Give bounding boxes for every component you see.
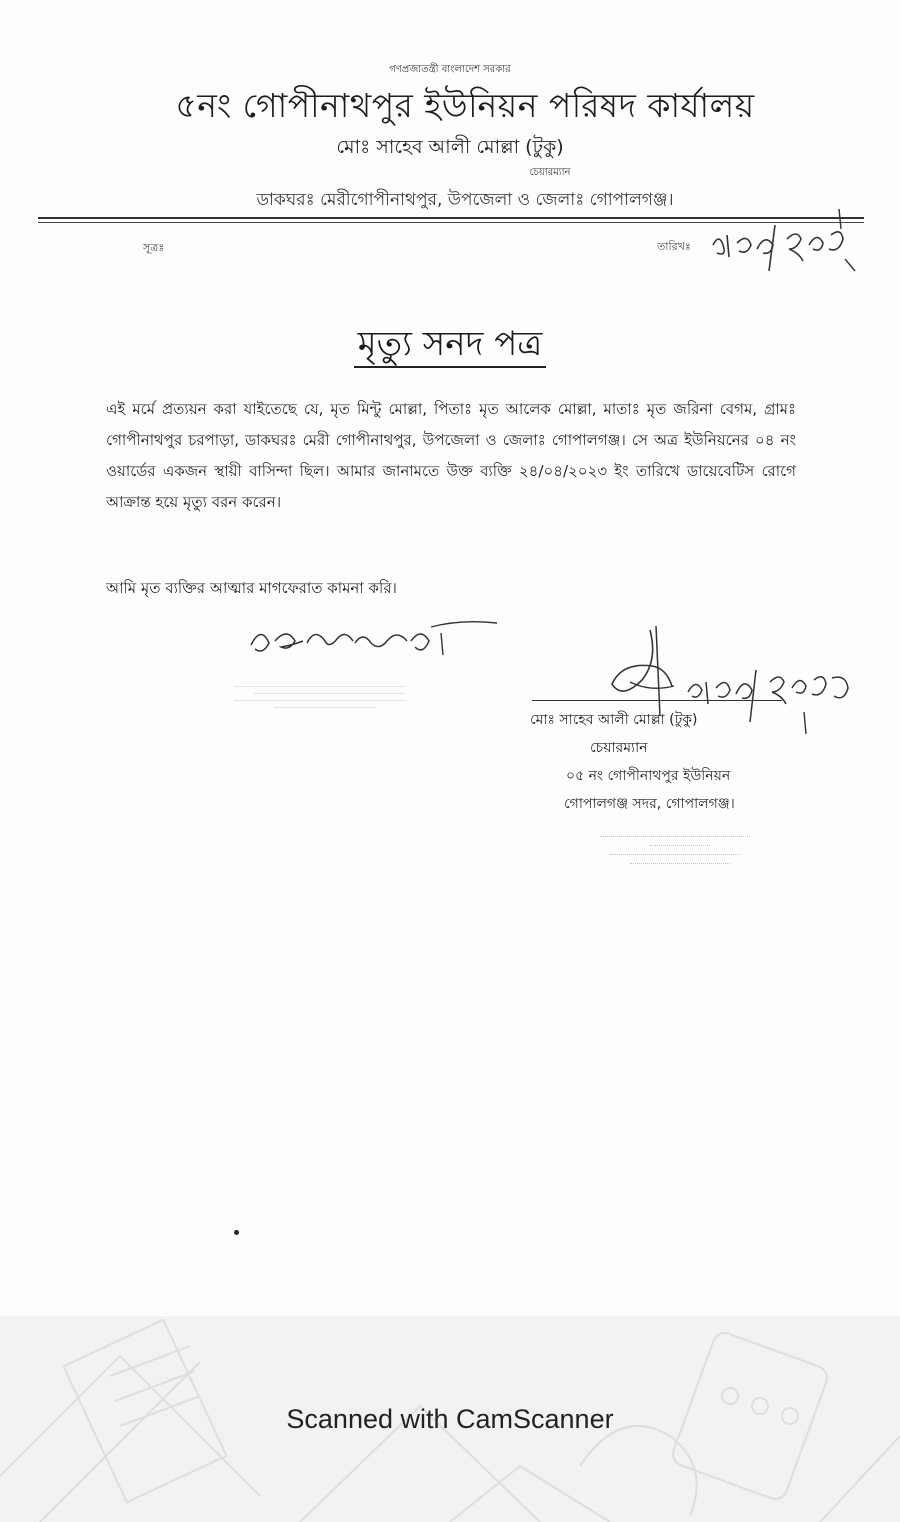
chairman-name: মোঃ সাহেব আলী মোল্লা (টুকু) <box>336 136 564 158</box>
signature-block <box>530 706 790 818</box>
signatory-title: চেয়ারম্যান <box>590 740 648 756</box>
signatory-district: গোপালগঞ্জ সদর, গোপালগঞ্জ। <box>564 796 735 812</box>
camscanner-label: Scanned with CamScanner <box>286 1404 614 1434</box>
signatory-union: ০৫ নং গোপীনাথপুর ইউনিয়ন <box>566 768 731 784</box>
camscanner-footer <box>0 1316 900 1522</box>
certificate-title-text: মৃত্যু সনদ পত্র <box>354 324 547 368</box>
signatory-name: মোঃ সাহেব আলী মোল্লা (টুকু) <box>530 712 698 728</box>
certificate-body: এই মর্মে প্রত্যয়ন করা যাইতেছে যে, মৃত মিন্টু মোল্লা, পিতাঃ মৃত আলেক মোল্লা, মাতাঃ মৃত জরিনা বেগম, গ্রামঃ গোপীনাথপুর চরপাড়া, ডাকঘরঃ মেরী গোপীনাথপুর, উপজেলা ও জেলাঃ গোপালগঞ্জ। সে অত্র ইউনিয়নের ০৪ নং ওয়ার্ডের একজন স্থায়ী বাসিন্দা ছিল। আমার জানামতে উক্ত ব্যক্তি ২৪/০৪/২০২৩ ইং তারিখে ডায়েবেটিস রোগে আক্রান্ত হয়ে মৃত্যু বরন করেন। <box>106 400 796 511</box>
chairman-title: চেয়ারম্যান <box>529 167 571 178</box>
handwritten-date <box>705 205 865 285</box>
office-title: ৫নং গোপীনাথপুর ইউনিয়ন পরিষদ কার্যালয় <box>175 86 755 125</box>
witness-signature <box>245 615 505 665</box>
stray-dot <box>234 1230 239 1235</box>
office-address: ডাকঘরঃ মেরীগোপীনাথপুর, উপজেলা ও জেলাঃ গোপালগঞ্জ। <box>256 190 674 210</box>
date-label: তারিখঃ <box>657 240 691 253</box>
government-header: গণপ্রজাতন্ত্রী বাংলাদেশ সরকার <box>389 64 511 75</box>
reference-label: সূত্রঃ <box>143 241 165 254</box>
signature-line <box>532 700 782 701</box>
faint-stamp-left <box>235 686 405 710</box>
faint-stamp-right <box>600 832 750 868</box>
certificate-title <box>0 318 900 375</box>
closing-line: আমি মৃত ব্যক্তির আত্মার মাগফেরাত কামনা করি। <box>106 579 397 597</box>
